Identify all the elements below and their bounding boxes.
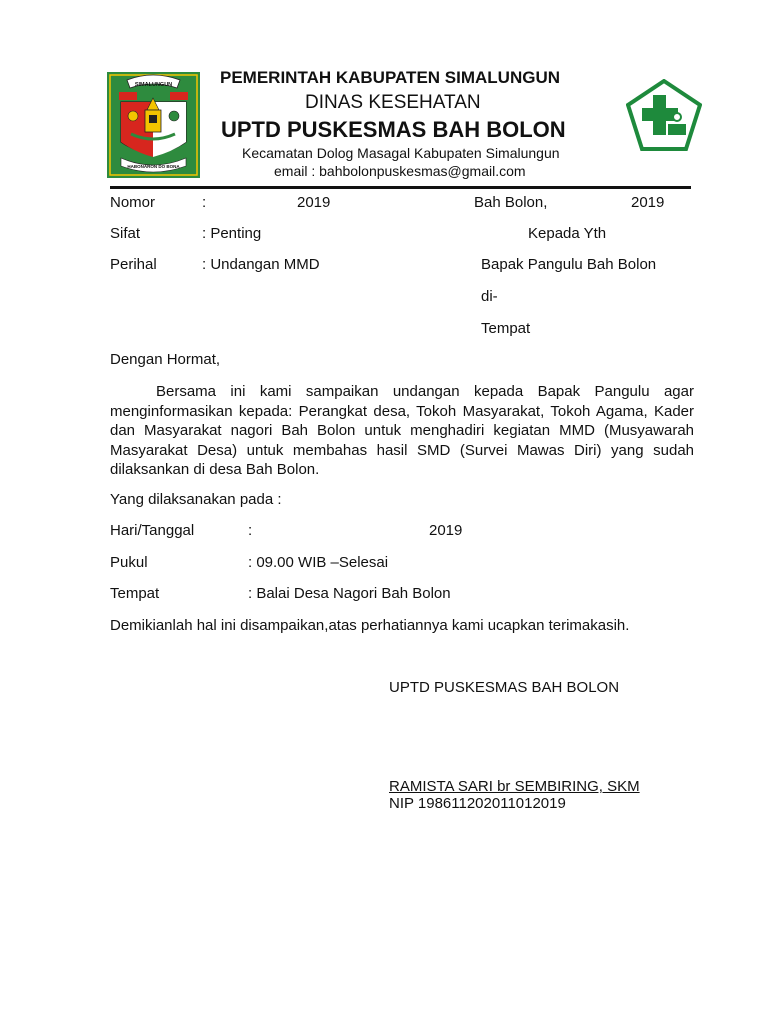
- recipient-line-2: Bapak Pangulu Bah Bolon: [481, 256, 657, 273]
- greeting: Dengan Hormat,: [110, 351, 221, 368]
- tempat-label: Tempat: [110, 585, 160, 602]
- letterhead-department: DINAS KESEHATAN: [305, 92, 481, 113]
- closing-sentence: Demikianlah hal ini disampaikan,atas perhatiannya kami ucapkan terimakasih.: [110, 617, 630, 634]
- perihal-value: : Undangan MMD: [202, 256, 320, 273]
- hari-year: 2019: [429, 522, 463, 539]
- pukul-value: : 09.00 WIB –Selesai: [248, 554, 389, 571]
- letterhead-divider: [110, 186, 691, 189]
- body-paragraph-text: Bersama ini kami sampaikan undangan kepada Bapak Pangulu agar menginformasikan kepada: Perangkat desa, Tokoh Masyarakat, Tokoh Agama, Kader dan Masyarakat nagori Bah Bolon untuk menghadiri kegiatan MMD (Musyawarah Masyarakat Desa) untuk membahas hasil SMD (Survei Mawas Diri) yang sudah dilaksankan di desa Bah Bolon.: [110, 383, 694, 478]
- signature-org: UPTD PUSKESMAS BAH BOLON: [389, 679, 620, 696]
- signature-name: RAMISTA SARI br SEMBIRING, SKM: [389, 778, 640, 795]
- nomor-colon: :: [202, 194, 207, 211]
- sifat-value: : Penting: [202, 225, 262, 242]
- puskesmas-cross-logo: [626, 79, 702, 151]
- body-paragraph: [110, 382, 694, 480]
- nomor-label: Nomor: [110, 194, 156, 211]
- signature-nip: NIP 198611202011012019: [389, 795, 566, 812]
- logo-top-text: SIMALUNGUN: [134, 82, 173, 88]
- perihal-label: Perihal: [110, 256, 157, 273]
- letterhead-address: Kecamatan Dolog Masagal Kabupaten Simalungun: [242, 145, 560, 161]
- schedule-intro: Yang dilaksanakan pada :: [110, 491, 282, 508]
- hari-colon: :: [248, 522, 253, 539]
- logo-motto-text: HABONARON DO BONA: [127, 164, 180, 169]
- letterhead-organization: UPTD PUSKESMAS BAH BOLON: [221, 117, 566, 142]
- sifat-label: Sifat: [110, 225, 141, 242]
- nomor-year: 2019: [297, 194, 331, 211]
- pukul-label: Pukul: [110, 554, 148, 571]
- recipient-line-3: di-: [481, 288, 498, 305]
- letterhead-government: PEMERINTAH KABUPATEN SIMALUNGUN: [220, 68, 560, 87]
- recipient-line-4: Tempat: [481, 320, 531, 337]
- date-year: 2019: [631, 194, 665, 211]
- hari-label: Hari/Tanggal: [110, 522, 195, 539]
- simalungun-emblem-logo: [107, 72, 200, 178]
- place-date: Bah Bolon,: [474, 194, 548, 211]
- letterhead-email: email : bahbolonpuskesmas@gmail.com: [274, 163, 526, 179]
- recipient-line-1: Kepada Yth: [528, 225, 607, 242]
- tempat-value: : Balai Desa Nagori Bah Bolon: [248, 585, 451, 602]
